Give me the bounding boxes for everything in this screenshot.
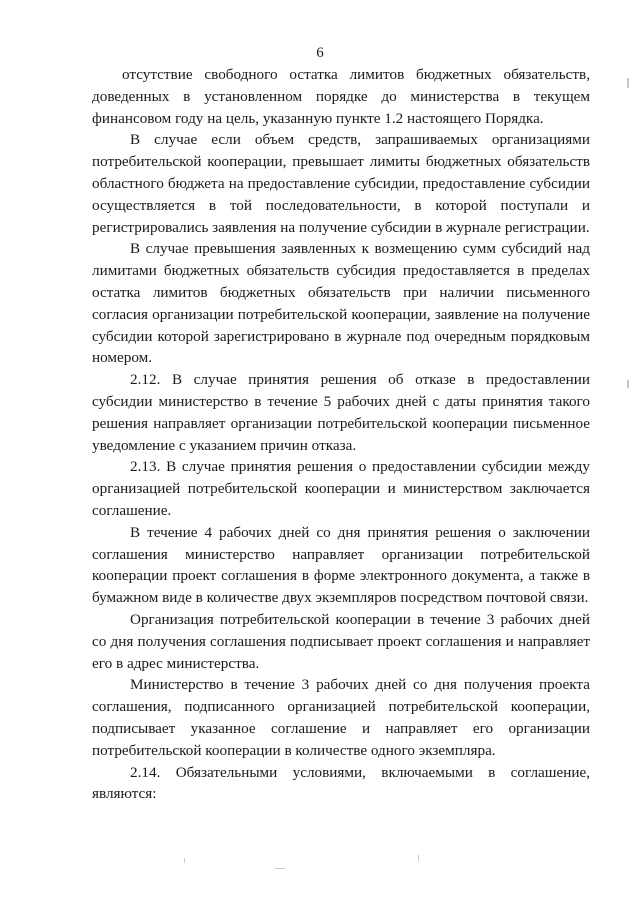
paragraph-2-13: 2.13. В случае принятия решения о предоставлении субсидии между организацией потребительской кооперации и министерством заключается соглашение. [92, 458, 590, 519]
paragraph-exceeding-limits: В случае превышения заявленных к возмещению сумм субсидий над лимитами бюджетных обязательств субсидия предоставляется в пределах остатка лимитов бюджетных обязательств при наличии письменного согласия организации потребительской кооперации, заявление на получение субсидии которой зарегистрировано в журнале под очередным порядковым номером. [92, 240, 590, 367]
scan-speck [627, 380, 629, 388]
scan-speck [627, 78, 629, 88]
paragraph-ministry-signing: Министерство в течение 3 рабочих дней со дня получения проекта соглашения, подписанного организацией потребительской кооперации, подписывает указанное соглашение и направляет его организации потребительской кооперации в количестве одного экземпляра. [92, 676, 590, 759]
paragraph-continuation: отсутствие свободного остатка лимитов бюджетных обязательств, доведенных в установленном порядке до министерства в текущем финансовом году на цель, указанную пункте 1.2 настоящего Порядка. [92, 66, 590, 127]
scan-speck [275, 868, 285, 869]
scan-speck [418, 855, 419, 861]
scan-speck [184, 858, 185, 863]
paragraph-budget-limits: В случае если объем средств, запрашиваемых организациями потребительской кооперации, превышает лимиты бюджетных обязательств областного бюджета на предоставление субсидии, предоставление субсидии осуществляется в той последовательности, в которой поступали и регистрировались заявления на получение субсидии в журнале регистрации. [92, 131, 590, 236]
paragraph-2-12: 2.12. В случае принятия решения об отказе в предоставлении субсидии министерство в течение 5 рабочих дней с даты принятия такого решения направляет организации потребительской кооперации письменное уведомление с указанием причин отказа. [92, 371, 590, 454]
paragraph-agreement-signing: Организация потребительской кооперации в течение 3 рабочих дней со дня получения соглашения подписывает проект соглашения и направляет его в адрес министерства. [92, 610, 590, 672]
paragraph-2-14: 2.14. Обязательными условиями, включаемыми в соглашение, являются: [92, 763, 590, 803]
paragraph-agreement-dispatch: В течение 4 рабочих дней со дня принятия решения о заключении соглашения министерство направляет организации потребительской кооперации проект соглашения в форме электронного документа, а также в бумажном виде в количестве двух экземпляров посредством почтовой связи. [92, 523, 590, 607]
page-number: 6 [316, 45, 324, 61]
document-body [92, 64, 590, 805]
